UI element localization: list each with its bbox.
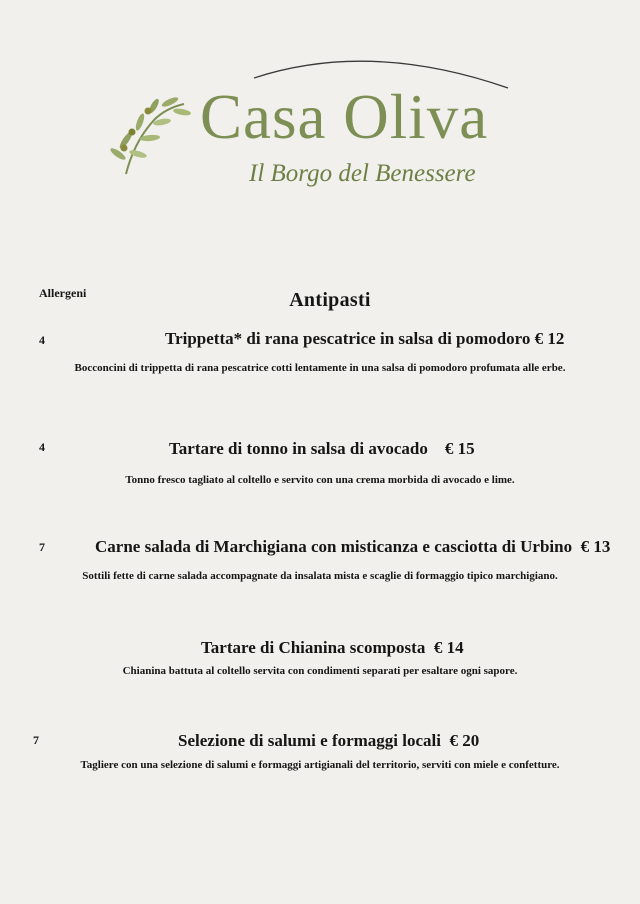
dish-description: Sottili fette di carne salada accompagnate da insalata mista e scaglie di formaggio tipico marchigiano. (82, 570, 558, 582)
brand-name: Casa Oliva (200, 82, 489, 152)
dish-description: Bocconcini di trippetta di rana pescatrice cotti lentamente in una salsa di pomodoro profumata alle erbe. (74, 362, 566, 374)
allergen-code: 4 (39, 333, 45, 347)
allergen-code: 7 (39, 540, 45, 554)
dish-name: Tartare di tonno in salsa di avocado (169, 439, 428, 458)
dish-price: € 12 (534, 329, 565, 348)
allergens-heading: Allergeni (39, 286, 87, 300)
allergen-code: 7 (33, 733, 39, 747)
dish-name: Carne salada di Marchigiana con misticanza e casciotta di Urbino (95, 537, 573, 556)
dish-name: Tartare di Chianina scomposta (201, 638, 426, 657)
dish-price: € 15 (444, 439, 475, 458)
section-title: Antipasti (289, 289, 371, 311)
dish-description: Tonno fresco tagliato al coltello e servito con una crema morbida di avocado e lime. (125, 474, 515, 486)
dish-title (201, 638, 464, 658)
dish-price: € 20 (449, 731, 480, 750)
olive-branch-icon (104, 92, 194, 182)
dish-title (178, 731, 479, 751)
dish-name: Selezione di salumi e formaggi locali (178, 731, 441, 750)
dish-title (165, 329, 564, 349)
brand-tagline: Il Borgo del Benessere (249, 160, 476, 187)
dish-description: Tagliere con una selezione di salumi e formaggi artigianali del territorio, serviti con miele e confetture. (80, 759, 560, 771)
dish-title (169, 439, 475, 459)
dish-price: € 14 (433, 638, 464, 657)
dish-title (95, 537, 610, 557)
dish-description: Chianina battuta al coltello servita con condimenti separati per esaltare ogni sapore. (122, 665, 518, 677)
dish-name: Trippetta* di rana pescatrice in salsa di pomodoro (165, 329, 531, 348)
dish-price: € 13 (580, 537, 611, 556)
allergen-code: 4 (39, 440, 45, 454)
